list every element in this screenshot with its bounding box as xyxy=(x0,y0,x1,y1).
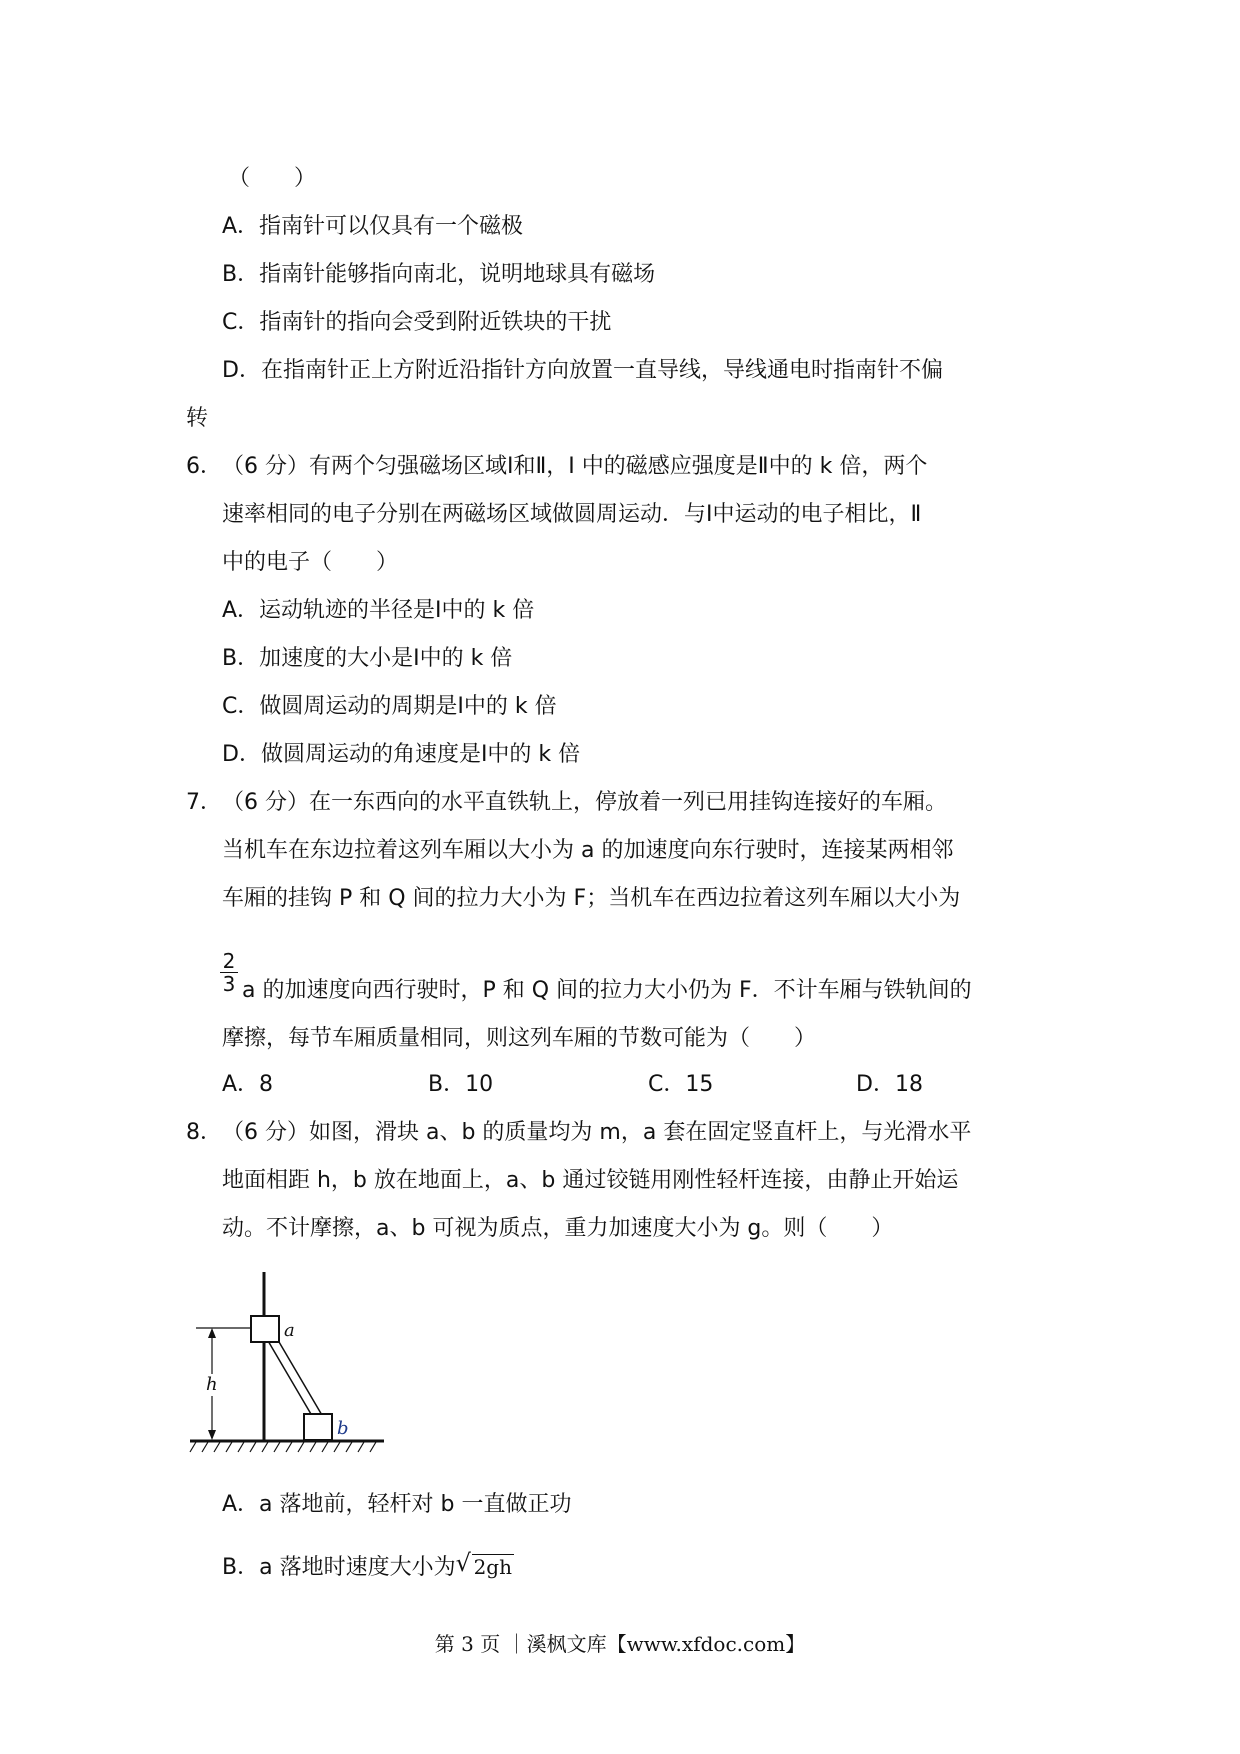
q8-option-b xyxy=(222,1549,514,1583)
q5-option-a: A．指南针可以仅具有一个磁极 xyxy=(222,214,524,239)
q8-stem-line-1: （6 分）如图，滑块 a、b 的质量均为 m，a 套在固定竖直杆上，与光滑水平 xyxy=(222,1120,972,1145)
q6-option-a: A．运动轨迹的半径是Ⅰ中的 k 倍 xyxy=(222,598,535,623)
q7-option-a: A．8 xyxy=(222,1072,274,1097)
q7-option-d: D．18 xyxy=(856,1072,923,1097)
fraction-denominator: 3 xyxy=(222,972,236,996)
fraction-numerator: 2 xyxy=(220,950,238,973)
q5-option-c: C．指南针的指向会受到附近铁块的干扰 xyxy=(222,310,612,335)
block-a-label: a xyxy=(284,1320,295,1341)
q8-stem-line-2: 地面相距 h，b 放在地面上，a、b 通过铰链用刚性轻杆连接，由静止开始运 xyxy=(222,1168,959,1193)
q8-number: 8． xyxy=(186,1120,222,1145)
q7-stem-line-2: 当机车在东边拉着这列车厢以大小为 a 的加速度向东行驶时，连接某两相邻 xyxy=(222,838,954,863)
fraction-two-thirds xyxy=(220,950,238,995)
q8-stem-line-3: 动。不计摩擦，a、b 可视为质点，重力加速度大小为 g。则（ ） xyxy=(222,1216,894,1241)
height-arrow-down xyxy=(208,1430,216,1440)
height-arrow-up xyxy=(208,1328,216,1338)
block-b xyxy=(304,1414,332,1440)
q6-option-d: D．做圆周运动的角速度是Ⅰ中的 k 倍 xyxy=(222,742,581,767)
q8-option-a: A．a 落地前，轻杆对 b 一直做正功 xyxy=(222,1492,572,1517)
q7-stem-line-3: 车厢的挂钩 P 和 Q 间的拉力大小为 F；当机车在西边拉着这列车厢以大小为 xyxy=(222,886,961,911)
radical-sign-icon: √ xyxy=(455,1549,471,1577)
q5-option-d: D．在指南针正上方附近沿指针方向放置一直导线，导线通电时指南针不偏 xyxy=(222,358,943,383)
q7-option-b: B．10 xyxy=(428,1072,494,1097)
block-b-label: b xyxy=(337,1418,349,1439)
q6-stem-line-3: 中的电子（ ） xyxy=(222,550,399,575)
q6-stem-line-1: （6 分）有两个匀强磁场区域Ⅰ和Ⅱ，I 中的磁感应强度是Ⅱ中的 k 倍，两个 xyxy=(222,454,928,479)
q6-option-b: B．加速度的大小是Ⅰ中的 k 倍 xyxy=(222,646,513,671)
block-a xyxy=(251,1316,279,1342)
q6-number: 6． xyxy=(186,454,222,479)
q7-option-c: C．15 xyxy=(648,1072,714,1097)
light-rod-edge-1 xyxy=(264,1334,318,1426)
q5-paren: （ ） xyxy=(228,166,317,191)
q8-option-b-text: B．a 落地时速度大小为 xyxy=(222,1555,456,1580)
q7-stem-line-4: a 的加速度向西行驶时，P 和 Q 间的拉力大小仍为 F．不计车厢与铁轨间的 xyxy=(242,978,972,1003)
q6-option-c: C．做圆周运动的周期是Ⅰ中的 k 倍 xyxy=(222,694,557,719)
square-root-expression xyxy=(455,1549,514,1582)
page-footer: 第 3 页 ｜溪枫文库【www.xfdoc.com】 xyxy=(434,1632,806,1656)
sliding-blocks-figure xyxy=(188,1270,388,1460)
radicand: 2gh xyxy=(473,1555,512,1579)
q7-number: 7． xyxy=(186,790,222,815)
q5-option-d-wrap: 转 xyxy=(186,406,209,431)
q6-stem-line-2: 速率相同的电子分别在两磁场区域做圆周运动．与Ⅰ中运动的电子相比，Ⅱ xyxy=(222,502,922,527)
ground-hatching xyxy=(190,1442,376,1452)
q7-stem-line-1: （6 分）在一东西向的水平直铁轨上，停放着一列已用挂钩连接好的车厢。 xyxy=(222,790,947,815)
q5-option-b: B．指南针能够指向南北，说明地球具有磁场 xyxy=(222,262,656,287)
q7-stem-line-5: 摩擦，每节车厢质量相同，则这列车厢的节数可能为（ ） xyxy=(222,1026,817,1051)
height-label: h xyxy=(206,1374,218,1395)
light-rod-edge-2 xyxy=(272,1330,326,1422)
